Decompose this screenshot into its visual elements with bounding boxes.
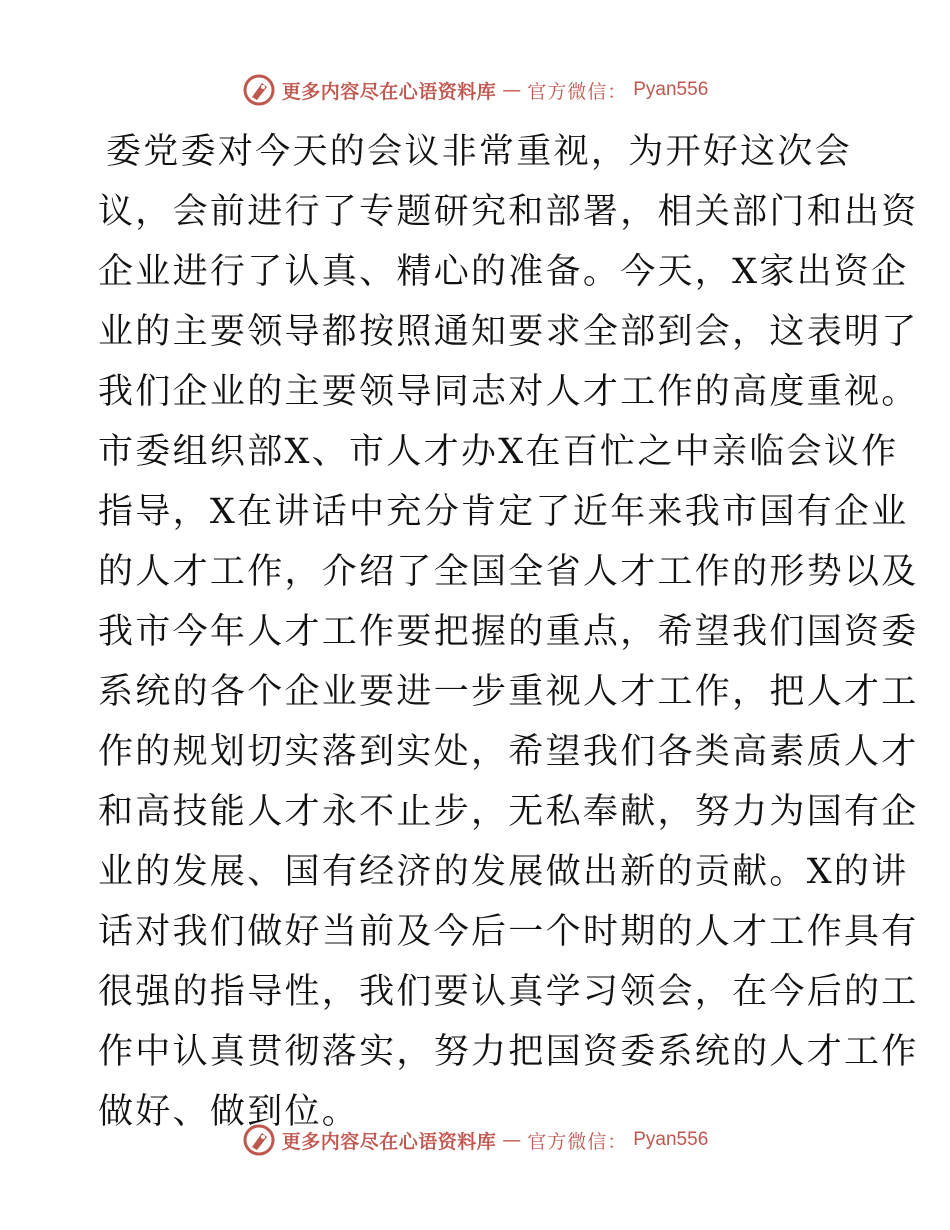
paragraph-line: 话对我们做好当前及今后一个时期的人才工作具有: [98, 912, 919, 952]
paragraph-line: 市委组织部X、市人才办X在百忙之中亲临会议作: [98, 432, 899, 472]
watermark-wechat-id: Pyan556: [633, 79, 709, 100]
footer-watermark: [0, 1120, 950, 1160]
watermark-separator: —: [502, 1129, 522, 1151]
watermark-separator: —: [502, 79, 522, 101]
paragraph-line: 我们企业的主要领导同志对人才工作的高度重视。: [98, 372, 919, 412]
watermark-wechat-label: 官方微信：: [527, 80, 628, 103]
paragraph-line: 作中认真贯彻落实，努力把国资委系统的人才工作: [98, 1032, 919, 1072]
paragraph-line: 做好、做到位。: [98, 1092, 360, 1132]
watermark-wechat-label: 官方微信：: [527, 1130, 628, 1153]
paragraph-line: 指导，X在讲话中充分肯定了近年来我市国有企业: [98, 492, 909, 532]
paragraph-line: 作的规划切实落到实处，希望我们各类高素质人才: [98, 732, 919, 772]
paragraph-line: 业的主要领导都按照通知要求全部到会，这表明了: [98, 312, 919, 352]
header-watermark: [0, 70, 950, 110]
pen-nib-logo-icon: [242, 1123, 276, 1157]
watermark-wechat-id: Pyan556: [633, 1129, 709, 1150]
paragraph-line: 企业进行了认真、精心的准备。今天，X家出资企: [98, 252, 909, 292]
paragraph-line: 业的发展、国有经济的发展做出新的贡献。X的讲: [98, 852, 909, 892]
pen-nib-logo-icon: [242, 73, 276, 107]
paragraph-line: 很强的指导性，我们要认真学习领会，在今后的工: [98, 972, 919, 1012]
paragraph-line: 委党委对今天的会议非常重视，为开好这次会: [106, 132, 853, 172]
paragraph-line: 我市今年人才工作要把握的重点，希望我们国资委: [98, 612, 919, 652]
paragraph-line: 和高技能人才永不止步，无私奉献，努力为国有企: [98, 792, 919, 832]
watermark-main-text: 更多内容尽在心语资料库: [281, 1130, 497, 1153]
document-body: [98, 122, 919, 1142]
paragraph-line: 的人才工作，介绍了全国全省人才工作的形势以及: [98, 552, 919, 592]
paragraph-line: 议，会前进行了专题研究和部署，相关部门和出资: [98, 192, 919, 232]
paragraph-line: 系统的各个企业要进一步重视人才工作，把人才工: [98, 672, 919, 712]
watermark-main-text: 更多内容尽在心语资料库: [281, 80, 497, 103]
